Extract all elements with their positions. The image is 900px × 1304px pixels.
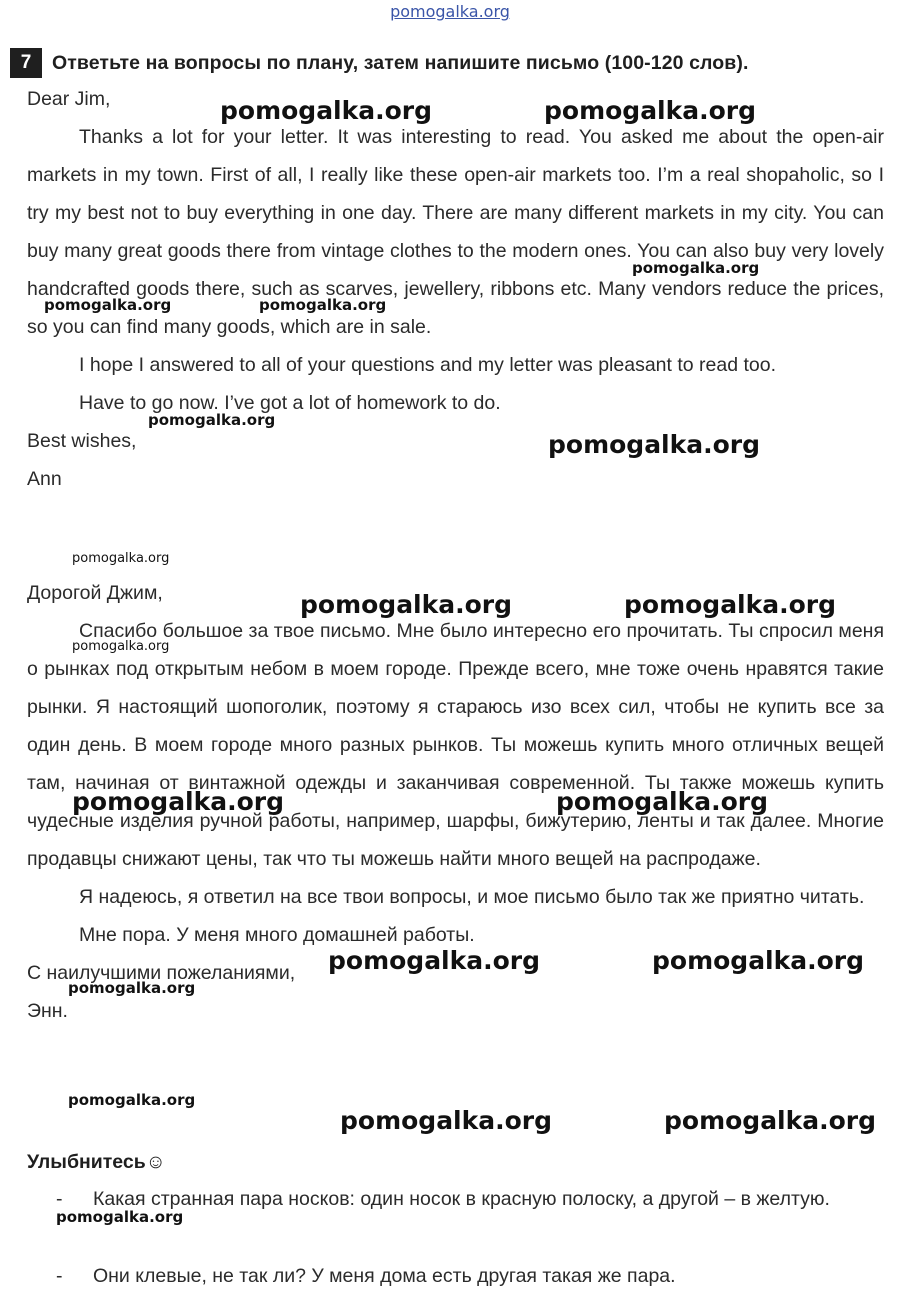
watermark: pomogalka.org: [56, 1208, 184, 1226]
letter-hope-line: I hope I answered to all of your questions and my letter was pleasant to read too.: [79, 354, 776, 376]
watermark: pomogalka.org: [300, 590, 513, 619]
watermark: pomogalka.org: [548, 430, 761, 459]
letter-greeting: Дорогой Джим,: [27, 582, 163, 604]
joke-dash: -: [56, 1188, 63, 1210]
watermark: pomogalka.org: [148, 411, 276, 429]
watermark: pomogalka.org: [220, 96, 433, 125]
letter-closing: С наилучшими пожеланиями,: [27, 962, 296, 984]
watermark: pomogalka.org: [556, 787, 769, 816]
letter-body: Спасибо большое за твое письмо. Мне было интересно его прочитать. Ты спросил меня о рынках под открытым небом в моем городе. Прежде всего, мне тоже очень нравятся такие рынки. Я настоящий шопоголик, поэтому я стараюсь изо всех сил, чтобы не купить все за один день. В моем городе много разных рынков. Ты можешь купить много отличных вещей там, начиная от винтажной одежды и заканчивая современной. Ты также можешь купить чудесные изделия ручной работы, например, шарфы, бижутерию, ленты и так далее. Многие продавцы снижают цены, так что ты можешь найти много вещей на распродаже.: [27, 620, 884, 870]
joke-text: Они клевые, не так ли? У меня дома есть другая такая же пара.: [93, 1265, 676, 1287]
watermark: pomogalka.org: [44, 296, 172, 314]
joke-text: Какая странная пара носков: один носок в красную полоску, а другой – в желтую.: [93, 1188, 830, 1210]
watermark: pomogalka.org: [652, 946, 865, 975]
watermark: pomogalka.org: [259, 296, 387, 314]
task-header: [10, 48, 748, 78]
letter-body: Thanks a lot for your letter. It was interesting to read. You asked me about the open-air markets in my town. First of all, I really like these open-air markets too. I’m a real shopaholic, so I try my best not to buy everything in one day. There are many different markets in my city. You can buy many great goods there from vintage clothes to the modern ones. You can also buy very lovely handcrafted goods there, such as scarves, jewellery, ribbons etc. Many vendors reduce the prices, so you can find many goods, which are in sale.: [27, 126, 884, 338]
watermark: pomogalka.org: [68, 979, 196, 997]
letter-signature: Энн.: [27, 1000, 68, 1022]
letter-closing: Best wishes,: [27, 430, 137, 452]
watermark: pomogalka.org: [68, 1091, 196, 1109]
jokes-title: Улыбнитесь☺: [27, 1151, 166, 1173]
letter-go-line: Мне пора. У меня много домашней работы.: [79, 924, 475, 946]
watermark: pomogalka.org: [72, 787, 285, 816]
joke-dash: -: [56, 1265, 63, 1287]
joke-item: [56, 1257, 884, 1295]
letter-go-line: Have to go now. I’ve got a lot of homework to do.: [79, 392, 501, 414]
letter-hope-line: Я надеюсь, я ответил на все твои вопросы, и мое письмо было так же приятно читать.: [79, 886, 865, 908]
watermark: pomogalka.org: [624, 590, 837, 619]
watermark: pomogalka.org: [340, 1106, 553, 1135]
watermark: pomogalka.org: [544, 96, 757, 125]
watermark: pomogalka.org: [632, 259, 760, 277]
letter-signature: Ann: [27, 468, 62, 490]
task-number-badge: 7: [10, 48, 42, 78]
watermark: pomogalka.org: [328, 946, 541, 975]
watermark: pomogalka.org: [72, 551, 170, 566]
watermark: pomogalka.org: [72, 639, 170, 654]
site-link[interactable]: pomogalka.org: [390, 2, 510, 21]
watermark: pomogalka.org: [664, 1106, 877, 1135]
joke-item: [56, 1180, 884, 1218]
letter-greeting: Dear Jim,: [27, 88, 111, 110]
task-instruction: Ответьте на вопросы по плану, затем напишите письмо (100-120 слов).: [52, 51, 749, 74]
